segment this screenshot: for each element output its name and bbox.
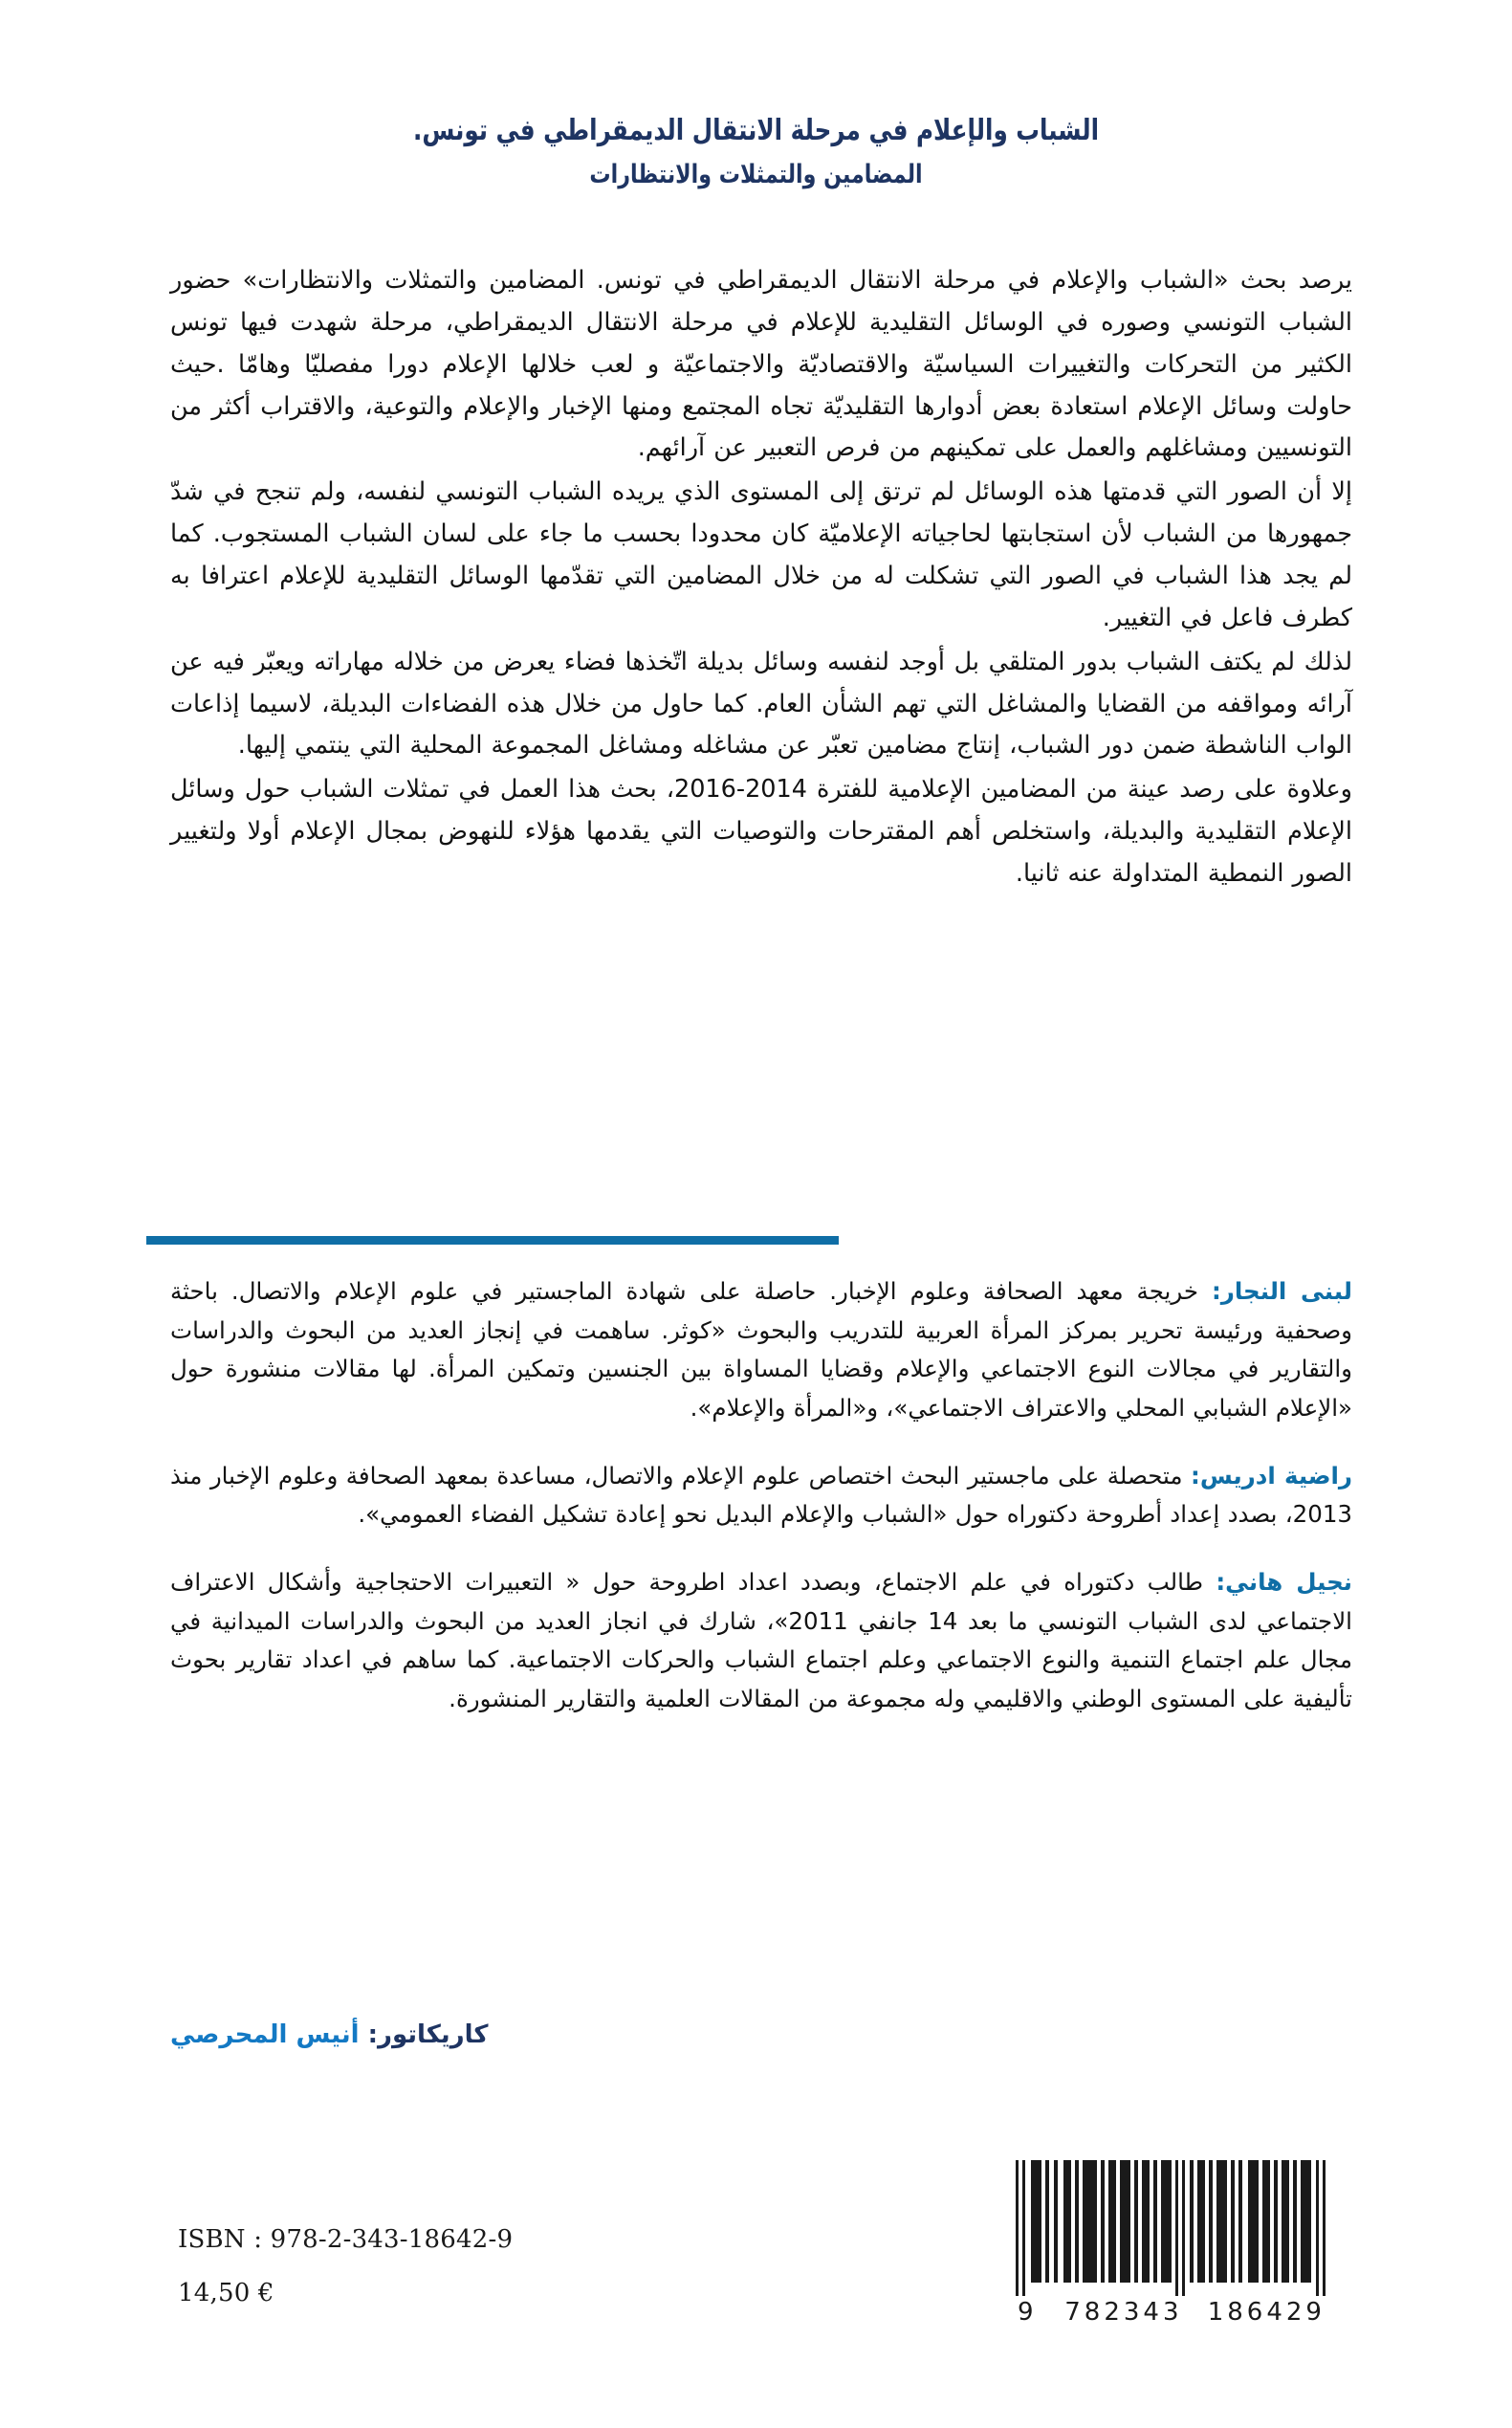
isbn-block bbox=[178, 2227, 513, 2306]
book-title-line-1: الشباب والإعلام في مرحلة الانتقال الديمقراطي في تونس. bbox=[412, 114, 1100, 147]
caricature-credit-value: أنيس المحرصي bbox=[170, 2020, 360, 2049]
author-bio-3 bbox=[170, 1563, 1352, 1719]
caricature-credit bbox=[170, 2020, 1352, 2049]
barcode-digits bbox=[1012, 2298, 1327, 2327]
author-bio-text-1: خريجة معهد الصحافة وعلوم الإخبار. حاصلة على شهادة الماجستير في علوم الإعلام والاتصال. باحثة وصحفية ورئيسة تحرير بمركز المرأة العربية للتدريب والبحوث «كوثر. ساهمت في إنجاز العديد من البحوث والدراسات والتقارير في مجالات النوع الاجتماعي والإعلام وقضايا المساواة بين الجنسين وتمكين المرأة. لها مقالات منشورة حول «الإعلام الشبابي المحلي والاعتراف الاجتماعي»، و«المرأة والإعلام». bbox=[170, 1277, 1352, 1422]
author-name-1: لبنى النجار: bbox=[1211, 1277, 1352, 1305]
author-bio-text-2: متحصلة على ماجستير البحث اختصاص علوم الإعلام والاتصال، مساعدة بمعهد الصحافة وعلوم الإخبار منذ 2013، بصدد إعداد أطروحة دكتوراه حول «الشباب والإعلام البديل نحو إعادة تشكيل الفضاء العمومي». bbox=[170, 1461, 1352, 1529]
section-divider bbox=[146, 1236, 839, 1245]
book-title bbox=[0, 113, 1512, 191]
author-name-2: راضية ادريس: bbox=[1191, 1461, 1353, 1490]
blurb-paragraph-4: وعلاوة على رصد عينة من المضامين الإعلامية للفترة 2014-2016، بحث هذا العمل في تمثلات الشباب حول وسائل الإعلام التقليدية والبديلة، واستخلص أهم المقترحات والتوصيات التي يقدمها هؤلاء للنهوض بمجال الإعلام أولا ولتغيير الصور النمطية المتداولة عنه ثانيا. bbox=[170, 775, 1352, 889]
book-blurb bbox=[170, 260, 1352, 897]
author-bio-text-3: طالب دكتوراه في علم الاجتماع، وبصدد اعداد اطروحة حول « التعبيرات الاحتجاجية وأشكال الاعتراف الاجتماعي لدى الشباب التونسي ما بعد 14 جانفي 2011»، شارك في انجاز العديد من البحوث والدراسات الميدانية في مجال علم اجتماع التنمية والنوع الاجتماعي وعلم اجتماع الشباب والحركات الاجتماعية. كما ساهم في اعداد تقارير بحوث تأليفية على المستوى الوطني والاقليمي وله مجموعة من المقالات العلمية والتقارير المنشورة. bbox=[170, 1567, 1352, 1712]
barcode-digit-group-mid: 782343 bbox=[1064, 2298, 1183, 2327]
isbn-text: ISBN : 978-2-343-18642-9 bbox=[178, 2225, 514, 2254]
book-title-line-2: المضامين والتمثلات والانتظارات bbox=[589, 160, 923, 190]
caricature-credit-label: كاريكاتور: bbox=[367, 2020, 489, 2049]
author-name-3: نجيل هاني: bbox=[1216, 1567, 1352, 1596]
blurb-paragraph-3: لذلك لم يكتف الشباب بدور المتلقي بل أوجد لنفسه وسائل بديلة اتّخذها فضاء يعرض من خلاله مهاراته ويعبّر فيه عن آرائه ومواقفه من القضايا والمشاغل التي تهم الشأن العام. كما حاول من خلال هذه الفضاءات البديلة، لاسيما إذاعات الواب الناشطة ضمن دور الشباب، إنتاج مضامين تعبّر عن مشاغله ومشاغل المجموعة المحلية التي ينتمي إليها. bbox=[170, 647, 1352, 761]
author-bio-2 bbox=[170, 1457, 1352, 1534]
isbn-barcode bbox=[1012, 2160, 1327, 2327]
barcode-digit-group-right: 186429 bbox=[1207, 2298, 1326, 2327]
blurb-paragraph-1: يرصد بحث «الشباب والإعلام في مرحلة الانتقال الديمقراطي في تونس. المضامين والتمثلات والانتظارات» حضور الشباب التونسي وصوره في الوسائل التقليدية للإعلام في مرحلة الانتقال الديمقراطي، مرحلة شهدت فيها تونس الكثير من التحركات والتغييرات السياسيّة والاقتصاديّة والاجتماعيّة و لعب خلالها الإعلام دورا مفصليّا وهامّا .حيث حاولت وسائل الإعلام استعادة بعض أدوارها التقليديّة تجاه المجتمع ومنها الإخبار والإعلام والتوعية، والاقتراب أكثر من التونسيين ومشاغلهم والعمل على تمكينهم من فرص التعبير عن آرائهم. bbox=[170, 266, 1352, 463]
author-bios bbox=[170, 1272, 1352, 1748]
barcode-bars-icon bbox=[1012, 2160, 1327, 2296]
barcode-digit-group-left: 9 bbox=[1018, 2298, 1037, 2327]
price-text: 14,50 € bbox=[178, 2279, 274, 2307]
blurb-paragraph-2: إلا أن الصور التي قدمتها هذه الوسائل لم ترتق إلى المستوى الذي يريده الشباب التونسي لنفسه، ولم تنجح في شدّ جمهورها من الشباب لأن استجابتها لحاجياته الإعلاميّة كان محدودا بحسب ما جاء على لسان الشباب المستجوب. كما لم يجد هذا الشباب في الصور التي تشكلت له من خلال المضامين التي تقدّمها الوسائل التقليدية للإعلام اعترافا به كطرف فاعل في التغيير. bbox=[170, 477, 1352, 632]
author-bio-1 bbox=[170, 1272, 1352, 1428]
